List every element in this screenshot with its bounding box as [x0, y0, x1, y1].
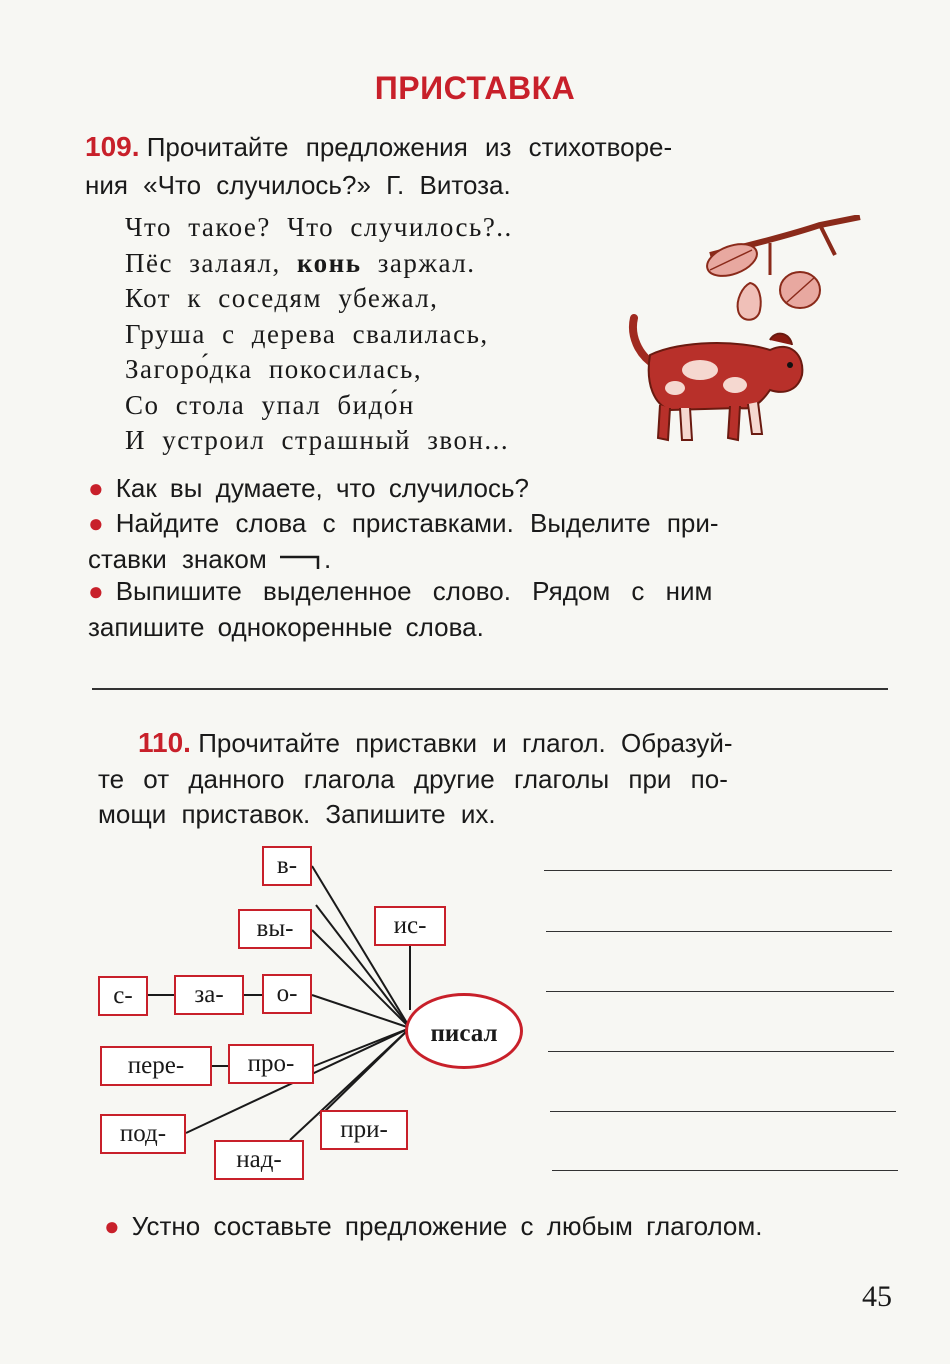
page-title: ПРИСТАВКА	[374, 70, 576, 106]
bullet-icon: ●	[88, 508, 104, 538]
bullet-icon: ●	[88, 576, 104, 606]
prefix-box-pod: под-	[100, 1114, 186, 1154]
poem-line-6: Со стола упал бидо́н	[125, 389, 415, 420]
exercise-109-intro-line1: Прочитайте предложения из стихотворе-	[146, 132, 673, 162]
poem-line-7: И устроил страшный звон...	[125, 425, 510, 455]
answer-line-110-2[interactable]	[546, 931, 892, 932]
prefix-box-za: за-	[174, 975, 244, 1015]
poem-line-4: Груша с дерева свалилась,	[125, 318, 489, 349]
task-110-final: ● Устно составьте предложение с любым глаголом.	[104, 1211, 763, 1241]
prefix-box-v: в-	[262, 846, 312, 886]
prefix-box-pere: пере-	[100, 1046, 212, 1086]
task-109-1: ● Как вы думаете, что случилось?	[88, 473, 529, 503]
bullet-icon: ●	[88, 473, 104, 503]
poem-line-5: Загоро́дка покосилась,	[125, 354, 423, 384]
prefix-box-pro: про-	[228, 1044, 314, 1084]
answer-line-110-4[interactable]	[548, 1051, 894, 1052]
poem-line-1: Что такое? Что случилось?..	[125, 212, 513, 242]
task-109-3: ● Выпишите выделенное слово. Рядом с ним запишите однокоренные слова.	[88, 576, 713, 642]
exercise-109-intro-line2: ния «Что случилось?» Г. Витоза.	[85, 170, 511, 200]
exercise-109-number: 109.	[85, 131, 140, 162]
poem-line-3: Кот к соседям убежал,	[125, 283, 439, 313]
prefix-box-o: о-	[262, 974, 312, 1014]
prefix-box-is: ис-	[374, 906, 446, 946]
prefix-box-pri: при-	[320, 1110, 408, 1150]
prefix-box-nad: над-	[214, 1140, 304, 1180]
verb-ellipse: писал	[405, 993, 523, 1069]
poem-line-2: Пёс залаял, конь заржал.	[125, 247, 476, 278]
bold-word-kon: конь	[296, 247, 362, 278]
prefix-box-vy: вы-	[238, 909, 312, 949]
exercise-110-number: 110.	[138, 727, 191, 758]
answer-line-110-3[interactable]	[546, 991, 894, 992]
task-109-2: ● Найдите слова с приставками. Выделите при- ставки знаком .	[88, 508, 719, 574]
exercise-110-intro: 110. Прочитайте приставки и глагол. Образуй- те от данного глагола другие глаголы при по- мощи приставок. Запишите их.	[98, 727, 733, 829]
bullet-icon: ●	[104, 1211, 120, 1241]
answer-line-110-6[interactable]	[552, 1170, 898, 1171]
answer-line-110-5[interactable]	[550, 1111, 896, 1112]
answer-line-110-1[interactable]	[544, 870, 892, 871]
prefix-box-s: с-	[98, 976, 148, 1016]
page-number: 45	[862, 1280, 892, 1313]
